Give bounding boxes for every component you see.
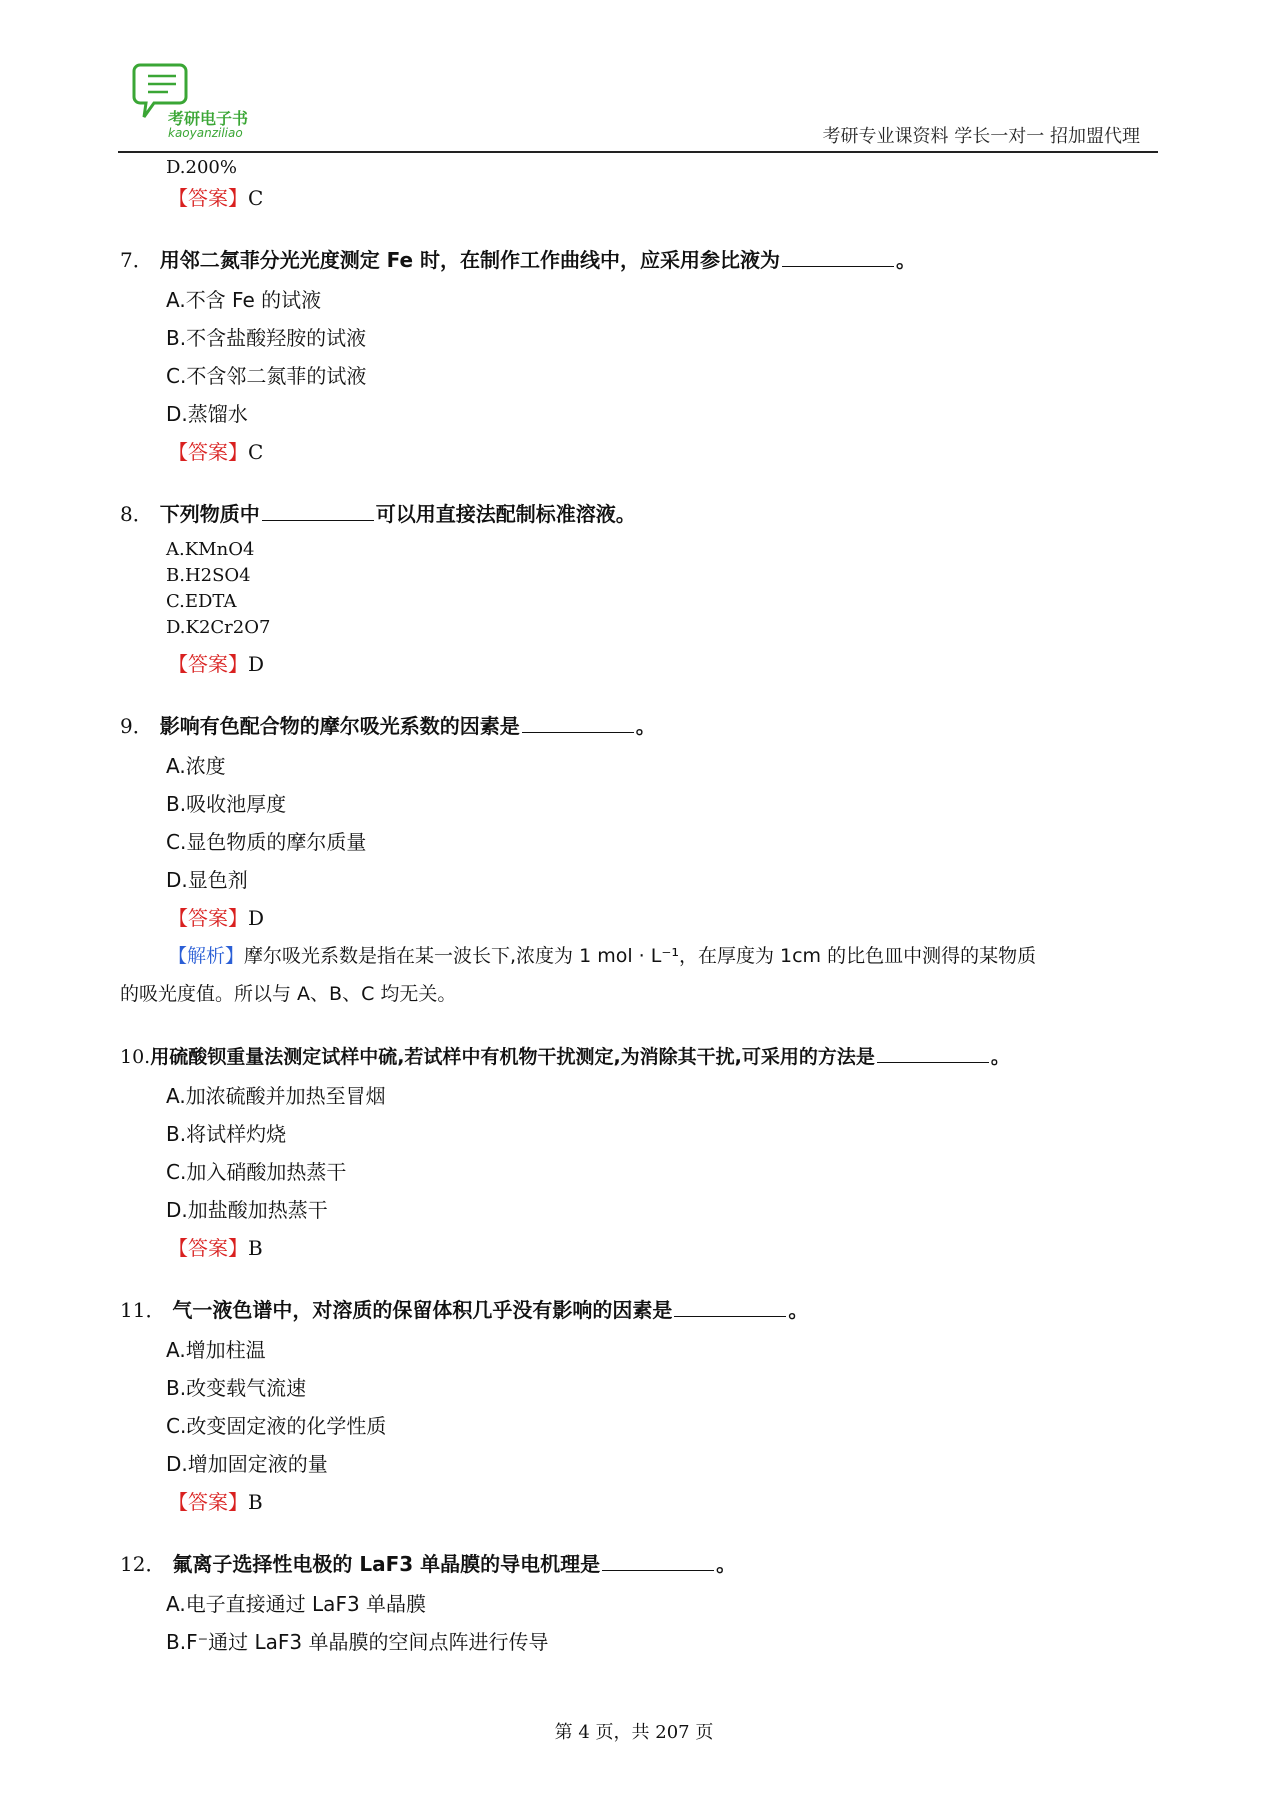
q10-option-c: C.加入硝酸加热蒸干 [166,1160,347,1184]
answer-blank [262,500,374,521]
answer-value: D [248,652,265,676]
answer-tag: 【答案】 [168,652,248,676]
answer-tag: 【答案】 [168,1236,248,1260]
q11-option-a: A.增加柱温 [166,1338,266,1362]
q11-option-c: C.改变固定液的化学性质 [166,1414,387,1438]
q7-option-a: A.不含 Fe 的试液 [166,288,322,312]
question-text-end: 。 [788,1298,809,1322]
q10-option-b: B.将试样灼烧 [166,1122,287,1146]
answer-blank [674,1296,786,1317]
q8-answer [168,650,264,678]
answer-blank [602,1550,714,1571]
question-text: 用邻二氮菲分光光度测定 Fe 时，在制作工作曲线中，应采用参比液为 [159,248,781,272]
q8-option-a: A.KMnO4 [166,539,255,560]
question-number: 7． [120,248,153,272]
q8-option-c: C.EDTA [166,591,237,612]
question-12 [120,1550,736,1578]
prev-answer [168,184,263,212]
question-text: 影响有色配合物的摩尔吸光系数的因素是 [159,714,520,738]
question-text-end: 。 [990,1046,1010,1068]
answer-tag: 【答案】 [168,1490,248,1514]
answer-tag: 【答案】 [168,440,248,464]
q9-explanation-line-1 [168,942,1036,970]
question-7 [120,246,916,274]
q9-option-b: B.吸收池厚度 [166,792,287,816]
logo-text: 考研电子书 [168,109,249,128]
answer-tag: 【答案】 [168,186,248,210]
answer-blank [782,246,894,267]
q10-option-d: D.加盐酸加热蒸干 [166,1198,328,1222]
answer-value: B [248,1490,263,1514]
page-footer: 第 4 页，共 207 页 [554,1722,714,1743]
answer-value: C [248,440,264,464]
question-text-end: 。 [896,248,917,272]
question-text-end: 可以用直接法配制标准溶液。 [375,502,636,526]
q9-option-a: A.浓度 [166,754,226,778]
q7-option-b: B.不含盐酸羟胺的试液 [166,326,367,350]
question-9 [120,712,656,740]
question-11 [120,1296,808,1324]
q8-option-d: D.K2Cr2O7 [166,617,271,638]
question-number: 10. [120,1046,151,1068]
question-number: 12． [120,1552,166,1576]
q11-option-d: D.增加固定液的量 [166,1452,328,1476]
header-divider [118,151,1158,153]
question-10 [120,1042,1010,1071]
q9-option-d: D.显色剂 [166,868,248,892]
q12-option-b: B.F⁻通过 LaF3 单晶膜的空间点阵进行传导 [166,1630,549,1654]
q7-option-d: D.蒸馏水 [166,402,248,426]
q9-answer [168,904,264,932]
answer-value: D [248,906,265,930]
q9-option-c: C.显色物质的摩尔质量 [166,830,367,854]
question-text: 氟离子选择性电极的 LaF3 单晶膜的导电机理是 [172,1552,601,1576]
explanation-tag: 【解析】 [168,945,245,967]
question-text-end: 。 [716,1552,737,1576]
q11-option-b: B.改变载气流速 [166,1376,307,1400]
q7-option-c: C.不含邻二氮菲的试液 [166,364,367,388]
q10-option-a: A.加浓硫酸并加热至冒烟 [166,1084,386,1108]
q8-option-b: B.H2SO4 [166,565,251,586]
prev-option-d: D.200% [166,157,237,178]
question-number: 8． [120,502,153,526]
answer-blank [877,1042,989,1063]
q9-explanation-line-2: 的吸光度值。所以与 A、B、C 均无关。 [120,983,457,1005]
q7-answer [168,438,263,466]
explanation-text: 摩尔吸光系数是指在某一波长下,浓度为 1 mol · L⁻¹，在厚度为 1cm 的比色皿中测得的某物质 [244,945,1037,967]
question-text: 气一液色谱中，对溶质的保留体积几乎没有影响的因素是 [172,1298,673,1322]
q12-option-a: A.电子直接通过 LaF3 单晶膜 [166,1592,427,1616]
answer-tag: 【答案】 [168,906,248,930]
answer-value: B [248,1236,263,1260]
answer-value: C [248,186,264,210]
question-text: 用硫酸钡重量法测定试样中硫,若试样中有机物干扰测定,为消除其干扰,可采用的方法是 [150,1046,875,1068]
question-8 [120,500,636,528]
q10-answer [168,1234,263,1262]
question-text-end: 。 [635,714,656,738]
logo-subtext: kaoyanziliao [168,126,243,140]
answer-blank [522,712,634,733]
question-text: 下列物质中 [159,502,260,526]
question-number: 9． [120,714,153,738]
question-number: 11． [120,1298,166,1322]
q11-answer [168,1488,263,1516]
header-tagline: 考研专业课资料 学长一对一 招加盟代理 [822,126,1140,147]
